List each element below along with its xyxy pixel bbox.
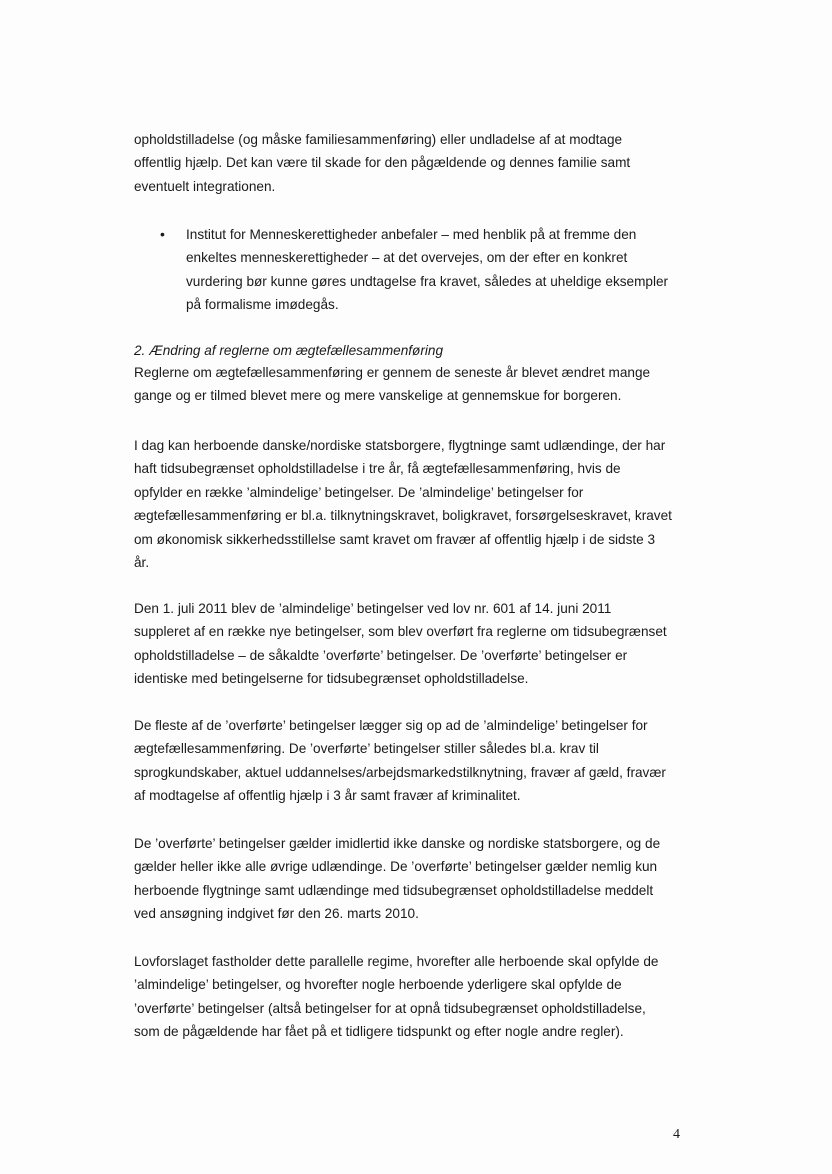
text-line: Institut for Menneskerettigheder anbefaler – med henblik på at fremme den <box>186 227 637 242</box>
paragraph-2 <box>134 361 694 408</box>
paragraph-7 <box>134 950 694 1044</box>
bullet-text <box>186 223 696 317</box>
text-line: De fleste af de ’overførte’ betingelser lægger sig op ad de ’almindelige’ betingelser for <box>134 718 648 733</box>
text-line: ’almindelige’ betingelser, og hvorefter nogle herboende yderligere skal opfylde de <box>134 977 622 993</box>
text-line: gange og er tilmed blevet mere og mere vanskelige at gennemskue for borgeren. <box>134 388 622 404</box>
paragraph-5 <box>134 714 694 808</box>
text-line: De ’overførte’ betingelser gælder imidlertid ikke danske og nordiske statsborgere, og de <box>134 836 661 851</box>
text-line: vurdering bør kunne gøres undtagelse fra kravet, således at uheldige eksempler <box>186 273 669 289</box>
text-line: opholdstilladelse (og måske familiesammenføring) eller undladelse af at modtage <box>134 132 623 147</box>
text-line: på formalisme imødegås. <box>186 297 339 313</box>
text-line: ægtefællesammenføring er bl.a. tilknytningskravet, boligkravet, forsørgelseskravet, kravet <box>134 508 672 524</box>
paragraph-6 <box>134 832 694 926</box>
paragraph-1 <box>134 128 694 198</box>
paragraph-3 <box>134 434 694 574</box>
text-line: sprogkundskaber, aktuel uddannelses/arbejdsmarkedstilknytning, fravær af gæld, fravær <box>134 764 666 780</box>
text-line: gælder heller ikke alle øvrige udlændinge. De ’overførte’ betingelser gælder nemlig kun <box>134 859 658 875</box>
text-line: som de pågældende har fået på et tidligere tidspunkt og efter nogle andre regler). <box>134 1024 624 1040</box>
text-line: suppleret af en række nye betingelser, som blev overført fra reglerne om tidsubegrænset <box>134 624 667 640</box>
page-number: 4 <box>673 1127 680 1142</box>
text-line: I dag kan herboende danske/nordiske statsborgere, flygtninge samt udlændinge, der har <box>134 438 666 453</box>
text-line: ’overførte’ betingelser (altså betingelser for at opnå tidsubegrænset opholdstilladelse, <box>134 1000 646 1016</box>
text-line: opholdstilladelse – de såkaldte ’overførte’ betingelser. De ’overførte’ betingelser er <box>134 647 628 663</box>
paragraph-4 <box>134 597 694 691</box>
bullet-icon: • <box>160 226 165 242</box>
text-line: år. <box>134 555 150 571</box>
text-line: om økonomisk sikkerhedsstillelse samt kravet om fravær af offentlig hjælp i de sidste 3 <box>134 531 656 547</box>
text-line: af modtagelse af offentlig hjælp i 3 år samt fravær af kriminalitet. <box>134 788 521 804</box>
text-line: enkeltes menneskerettigheder – at det overvejes, om der efter en konkret <box>186 250 628 266</box>
text-line: Den 1. juli 2011 blev de ’almindelige’ betingelser ved lov nr. 601 af 14. juni 2011 <box>134 601 612 616</box>
text-line: eventuelt integrationen. <box>134 178 276 194</box>
text-line: ved ansøgning indgivet før den 26. marts 2010. <box>134 906 419 922</box>
text-line: herboende flygtninge samt udlændinge med tidsubegrænset opholdstilladelse meddelt <box>134 882 654 898</box>
text-line: haft tidsubegrænset opholdstilladelse i tre år, få ægtefællesammenføring, hvis de <box>134 461 621 477</box>
text-line: ægtefællesammenføring. De ’overførte’ betingelser stiller således bl.a. krav til <box>134 741 599 757</box>
text-line: identiske med betingelserne for tidsubegrænset opholdstilladelse. <box>134 671 529 687</box>
section-heading: 2. Ændring af reglerne om ægtefællesammenføring <box>134 343 444 358</box>
text-line: Lovforslaget fastholder dette parallelle regime, hvorefter alle herboende skal opfylde de <box>134 954 659 969</box>
text-line: offentlig hjælp. Det kan være til skade for den pågældende og dennes familie samt <box>134 155 631 171</box>
text-line: opfylder en række ’almindelige’ betingelser. De ’almindelige’ betingelser for <box>134 484 584 500</box>
text-line: Reglerne om ægtefællesammenføring er gennem de seneste år blevet ændret mange <box>134 365 651 380</box>
